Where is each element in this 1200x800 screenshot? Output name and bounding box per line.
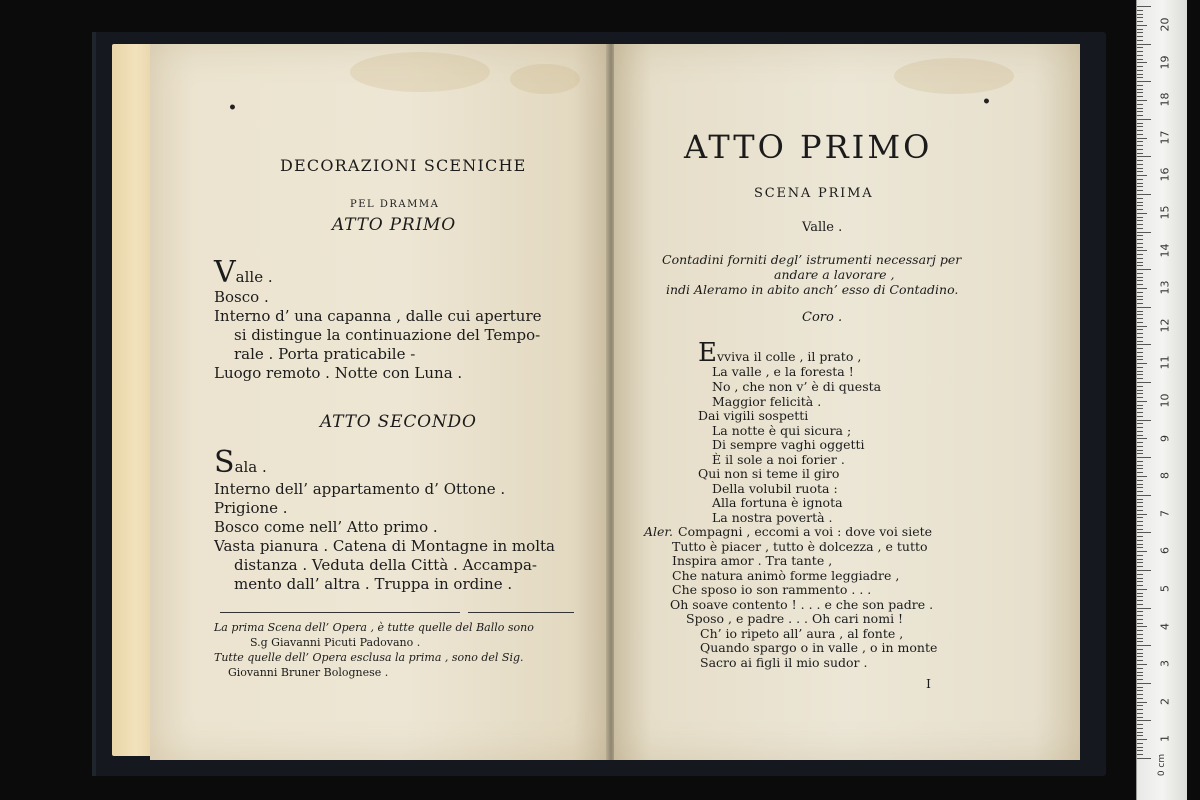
- ruler-tick: [1137, 149, 1143, 150]
- ruler-tick: [1137, 529, 1143, 530]
- speech-line: Che sposo io son rammento . . .: [672, 582, 872, 597]
- ruler-tick: [1137, 378, 1143, 379]
- ruler-tick: [1137, 720, 1151, 721]
- ruler-tick: [1137, 634, 1143, 635]
- ruler-tick: [1137, 194, 1151, 195]
- ruler-tick: [1137, 393, 1143, 394]
- ruler-tick: [1137, 623, 1143, 624]
- ruler-tick: [1137, 363, 1147, 364]
- ruler-tick: [1137, 675, 1143, 676]
- ruler-tick: [1137, 96, 1143, 97]
- ruler-tick: [1137, 649, 1143, 650]
- footnote-line: Giovanni Bruner Bolognese .: [228, 666, 389, 679]
- ruler-tick: [1137, 446, 1143, 447]
- ruler-tick: [1137, 713, 1143, 714]
- ruler-tick: [1137, 198, 1143, 199]
- ruler-tick: [1137, 672, 1143, 673]
- ruler-tick: [1137, 724, 1143, 725]
- ruler-tick: [1137, 728, 1143, 729]
- ruler-tick: [1137, 532, 1151, 533]
- ruler-tick: [1137, 123, 1143, 124]
- ruler-number: 17: [1158, 130, 1172, 145]
- ruler-tick: [1137, 29, 1143, 30]
- ruler-tick: [1137, 698, 1143, 699]
- ruler-tick: [1137, 213, 1147, 214]
- ruler-tick: [1137, 397, 1143, 398]
- footnote-rule: [220, 612, 460, 613]
- ruler-tick: [1137, 134, 1143, 135]
- ruler-tick: [1137, 638, 1143, 639]
- ruler-tick: [1137, 596, 1143, 597]
- ruler-tick: [1137, 235, 1143, 236]
- ruler-tick: [1137, 209, 1143, 210]
- ruler-number: 14: [1158, 243, 1172, 258]
- paper-stain: [510, 64, 580, 94]
- ruler-tick: [1137, 660, 1143, 661]
- drop-cap: V: [214, 255, 236, 290]
- ruler-tick: [1137, 604, 1143, 605]
- footnote-rule: [468, 612, 574, 613]
- ruler-tick: [1137, 100, 1147, 101]
- stage-direction: Contadini forniti degl’ istrumenti necessarj per: [662, 252, 962, 267]
- scene-title: SCENA PRIMA: [754, 186, 874, 201]
- verse-line: Dai vigili sospetti: [698, 408, 809, 423]
- ruler-tick: [1137, 416, 1143, 417]
- ruler-tick: [1137, 484, 1143, 485]
- ruler-tick: [1137, 164, 1143, 165]
- measuring-ruler: [1136, 0, 1187, 800]
- ruler-tick: [1137, 423, 1143, 424]
- verse-line: Della volubil ruota :: [712, 481, 838, 496]
- verse-line: È il sole a noi forier .: [712, 452, 845, 467]
- ruler-tick: [1137, 732, 1143, 733]
- stage-direction: andare a lavorare ,: [774, 267, 895, 282]
- act2-title: ATTO SECONDO: [320, 412, 477, 432]
- ruler-tick: [1137, 25, 1147, 26]
- ruler-tick: [1137, 717, 1143, 718]
- verse-line: La nostra povertà .: [712, 510, 833, 525]
- stage-direction: indi Aleramo in abito anch’ esso di Contadino.: [666, 282, 959, 297]
- ruler-tick: [1137, 247, 1143, 248]
- ruler-number: 18: [1158, 92, 1172, 107]
- ruler-tick: [1137, 619, 1143, 620]
- ruler-tick: [1137, 59, 1143, 60]
- ruler-tick: [1137, 630, 1143, 631]
- speech-line: Ch’ io ripeto all’ aura , al fonte ,: [700, 626, 904, 641]
- speech-line: Tutto è piacer , tutto è dolcezza , e tutto: [672, 539, 928, 554]
- ruler-tick: [1137, 179, 1143, 180]
- ruler-tick: [1137, 17, 1143, 18]
- ruler-tick: [1137, 611, 1143, 612]
- ruler-tick: [1137, 457, 1151, 458]
- ruler-tick: [1137, 14, 1143, 15]
- ruler-tick: [1137, 190, 1143, 191]
- ruler-number: 9: [1158, 434, 1172, 442]
- ruler-tick: [1137, 408, 1143, 409]
- ruler-tick: [1137, 243, 1143, 244]
- ruler-tick: [1137, 303, 1143, 304]
- ruler-tick: [1137, 570, 1151, 571]
- speech-line: Sacro ai figli il mio sudor .: [700, 655, 868, 670]
- ruler-tick: [1137, 62, 1147, 63]
- ruler-tick: [1137, 81, 1151, 82]
- ruler-tick: [1137, 747, 1143, 748]
- ruler-unit: 0 cm: [1157, 753, 1168, 777]
- act1-scene-list: [214, 255, 542, 383]
- ruler-tick: [1137, 664, 1147, 665]
- ruler-tick: [1137, 168, 1143, 169]
- speech-line: Sposo , e padre . . . Oh cari nomi !: [686, 611, 904, 626]
- ruler-tick: [1137, 74, 1143, 75]
- ruler-tick: [1137, 10, 1143, 11]
- ruler-tick: [1137, 750, 1143, 751]
- ruler-tick: [1137, 540, 1143, 541]
- ruler-tick: [1137, 288, 1147, 289]
- board-edge: [92, 32, 96, 776]
- ruler-tick: [1137, 626, 1147, 627]
- ruler-tick: [1137, 232, 1151, 233]
- ruler-tick: [1137, 525, 1143, 526]
- ruler-tick: [1137, 126, 1143, 127]
- scene-line: Vasta pianura . Catena di Montagne in molta: [214, 537, 555, 555]
- ruler-tick: [1137, 32, 1143, 33]
- ruler-tick: [1137, 265, 1143, 266]
- ruler-tick: [1137, 333, 1143, 334]
- ruler-tick: [1137, 405, 1143, 406]
- scene-line: si distingue la continuazione del Tempo-: [234, 326, 541, 344]
- speech-line: Quando spargo o in valle , o in monte: [700, 640, 938, 655]
- act-title: ATTO PRIMO: [684, 128, 933, 166]
- ruler-number: 12: [1158, 318, 1172, 333]
- ruler-tick: [1137, 277, 1143, 278]
- ruler-tick: [1137, 217, 1143, 218]
- ruler-tick: [1137, 514, 1147, 515]
- ruler-tick: [1137, 359, 1143, 360]
- ruler-tick: [1137, 476, 1147, 477]
- ruler-tick: [1137, 171, 1143, 172]
- ruler-tick: [1137, 431, 1143, 432]
- ruler-tick: [1137, 21, 1143, 22]
- ruler-tick: [1137, 44, 1151, 45]
- ruler-tick: [1137, 390, 1143, 391]
- ruler-number: 8: [1158, 472, 1172, 480]
- ruler-tick: [1137, 344, 1151, 345]
- ruler-tick: [1137, 104, 1143, 105]
- speech-line: Compagni , eccomi a voi : dove voi siete: [678, 524, 933, 539]
- ruler-tick: [1137, 186, 1143, 187]
- ruler-number: 6: [1158, 547, 1172, 555]
- page-heading: DECORAZIONI SCENICHE: [280, 156, 527, 175]
- ruler-tick: [1137, 356, 1143, 357]
- page-stack-edge: [112, 44, 152, 756]
- ruler-tick: [1137, 517, 1143, 518]
- ruler-number: 10: [1158, 393, 1172, 408]
- verse-line: Maggior felicità .: [712, 394, 822, 409]
- right-page: [614, 44, 1080, 760]
- ruler-tick: [1137, 138, 1147, 139]
- ruler-tick: [1137, 547, 1143, 548]
- ruler-tick: [1137, 427, 1143, 428]
- ruler-tick: [1137, 506, 1143, 507]
- ruler-tick: [1137, 641, 1143, 642]
- scene-line-1: Sala .: [214, 445, 267, 480]
- ruler-tick: [1137, 581, 1143, 582]
- drop-cap: S: [214, 445, 235, 480]
- ruler-number: 1: [1158, 735, 1172, 743]
- ruler-tick: [1137, 262, 1143, 263]
- chorus-label: Coro .: [802, 310, 843, 325]
- act2-scene-list: [214, 445, 555, 594]
- ruler-tick: [1137, 205, 1143, 206]
- ruler-tick: [1137, 578, 1143, 579]
- ruler-tick: [1137, 386, 1143, 387]
- ruler-tick: [1137, 311, 1143, 312]
- ruler-tick: [1137, 156, 1151, 157]
- ruler-tick: [1137, 47, 1143, 48]
- ruler-tick: [1137, 318, 1143, 319]
- ruler-tick: [1137, 758, 1151, 759]
- page-mark: •: [228, 100, 237, 116]
- ruler-number: 4: [1158, 622, 1172, 630]
- ruler-tick: [1137, 269, 1151, 270]
- ruler-tick: [1137, 284, 1143, 285]
- scene-line: rale . Porta praticabile -: [234, 345, 416, 363]
- ruler-tick: [1137, 480, 1143, 481]
- ruler-number: 19: [1158, 55, 1172, 70]
- ruler-tick: [1137, 679, 1143, 680]
- ruler-tick: [1137, 371, 1143, 372]
- ruler-tick: [1137, 461, 1143, 462]
- ruler-tick: [1137, 374, 1143, 375]
- ruler-tick: [1137, 702, 1147, 703]
- ruler-tick: [1137, 510, 1143, 511]
- ruler-tick: [1137, 337, 1143, 338]
- ruler-tick: [1137, 202, 1143, 203]
- ruler-number: 20: [1158, 17, 1172, 32]
- verse-line: Evviva il colle , il prato ,: [698, 338, 862, 368]
- ruler-tick: [1137, 273, 1143, 274]
- ruler-tick: [1137, 341, 1143, 342]
- ruler-tick: [1137, 585, 1143, 586]
- footnote-line: La prima Scena dell’ Opera , è tutte quelle del Ballo sono: [214, 621, 534, 634]
- ruler-tick: [1137, 367, 1143, 368]
- paper-stain: [894, 58, 1014, 94]
- ruler-tick: [1137, 250, 1147, 251]
- ruler-tick: [1137, 502, 1143, 503]
- scene-line: Interno d’ una capanna , dalle cui aperture: [214, 307, 542, 325]
- speech-line: Inspira amor . Tra tante ,: [672, 553, 833, 568]
- ruler-tick: [1137, 115, 1143, 116]
- verse-line: Qui non si teme il giro: [698, 466, 840, 481]
- ruler-tick: [1137, 450, 1143, 451]
- scene-line: Bosco .: [214, 288, 269, 306]
- ruler-number: 3: [1158, 660, 1172, 668]
- scene-line-1: Valle .: [214, 255, 273, 290]
- ruler-tick: [1137, 559, 1143, 560]
- ruler-tick: [1137, 645, 1151, 646]
- ruler-tick: [1137, 687, 1143, 688]
- ruler-tick: [1137, 160, 1143, 161]
- verse-line: Di sempre vaghi oggetti: [712, 437, 865, 452]
- scene-line: Interno dell’ appartamento d’ Ottone .: [214, 480, 506, 498]
- scene-place: Valle .: [802, 220, 843, 235]
- page-mark: •: [982, 94, 991, 110]
- ruler-tick: [1137, 593, 1143, 594]
- ruler-tick: [1137, 465, 1143, 466]
- ruler-tick: [1137, 299, 1143, 300]
- verse-line: No , che non v’ è di questa: [712, 379, 882, 394]
- ruler-number: 15: [1158, 205, 1172, 220]
- ruler-number: 13: [1158, 280, 1172, 295]
- ruler-tick: [1137, 668, 1143, 669]
- scene-line: mento dall’ altra . Truppa in ordine .: [234, 575, 513, 593]
- ruler-tick: [1137, 615, 1143, 616]
- ruler-tick: [1137, 551, 1147, 552]
- scene-line: distanza . Veduta della Città . Accampa-: [234, 556, 537, 574]
- ruler-tick: [1137, 228, 1143, 229]
- ruler-tick: [1137, 743, 1143, 744]
- ruler-tick: [1137, 412, 1143, 413]
- ruler-tick: [1137, 656, 1143, 657]
- ruler-tick: [1137, 566, 1143, 567]
- ruler-tick: [1137, 653, 1143, 654]
- ruler-tick: [1137, 322, 1143, 323]
- drop-cap: E: [698, 338, 717, 368]
- ruler-tick: [1137, 683, 1151, 684]
- ruler-tick: [1137, 491, 1143, 492]
- ruler-tick: [1137, 401, 1147, 402]
- ruler-tick: [1137, 348, 1143, 349]
- ruler-tick: [1137, 694, 1143, 695]
- ruler-tick: [1137, 153, 1143, 154]
- ruler-tick: [1137, 468, 1143, 469]
- ruler-tick: [1137, 435, 1143, 436]
- ruler-tick: [1137, 314, 1143, 315]
- ruler-tick: [1137, 495, 1151, 496]
- ruler-tick: [1137, 438, 1147, 439]
- ruler-tick: [1137, 254, 1143, 255]
- ruler-tick: [1137, 280, 1143, 281]
- verse-line: Alla fortuna è ignota: [712, 495, 843, 510]
- ruler-tick: [1137, 55, 1143, 56]
- ruler-tick: [1137, 382, 1151, 383]
- ruler-tick: [1137, 754, 1143, 755]
- ruler-tick: [1137, 352, 1143, 353]
- ruler-tick: [1137, 608, 1151, 609]
- ruler-tick: [1137, 40, 1143, 41]
- ruler-tick: [1137, 239, 1143, 240]
- ruler-number: 11: [1158, 355, 1172, 370]
- ruler-tick: [1137, 108, 1143, 109]
- ruler-tick: [1137, 111, 1143, 112]
- ruler-number: 2: [1158, 697, 1172, 705]
- speech-line: Che natura animò forme leggiadre ,: [672, 568, 900, 583]
- ruler-tick: [1137, 307, 1151, 308]
- ruler-tick: [1137, 574, 1143, 575]
- ruler-tick: [1137, 589, 1147, 590]
- ruler-tick: [1137, 220, 1143, 221]
- ruler-tick: [1137, 521, 1143, 522]
- ruler-number: 16: [1158, 167, 1172, 182]
- ruler-tick: [1137, 119, 1151, 120]
- ruler-tick: [1137, 258, 1143, 259]
- ruler-tick: [1137, 89, 1143, 90]
- footnote-line: Tutte quelle dell’ Opera esclusa la prima , sono del Sig.: [214, 651, 524, 664]
- ruler-tick: [1137, 442, 1143, 443]
- act1-title: ATTO PRIMO: [332, 215, 456, 235]
- scene-line: Luogo remoto . Notte con Luna .: [214, 364, 463, 382]
- scene-line: Bosco come nell’ Atto primo .: [214, 518, 438, 536]
- scene-line: Prigione .: [214, 499, 288, 517]
- ruler-number: 5: [1158, 585, 1172, 592]
- ruler-tick: [1137, 92, 1143, 93]
- ruler-number: 7: [1158, 509, 1172, 517]
- ruler-tick: [1137, 709, 1143, 710]
- signature-mark: I: [926, 676, 931, 691]
- ruler-tick: [1137, 329, 1143, 330]
- ruler-tick: [1137, 145, 1143, 146]
- verse-line: La notte è qui sicura ;: [712, 423, 852, 438]
- verse-line: La valle , e la foresta !: [712, 364, 854, 379]
- page-subheading: PEL DRAMMA: [350, 199, 440, 210]
- ruler-tick: [1137, 735, 1143, 736]
- ruler-tick: [1137, 296, 1143, 297]
- speaker-name: Aler.: [644, 524, 673, 539]
- ruler-tick: [1137, 536, 1143, 537]
- ruler-tick: [1137, 555, 1143, 556]
- ruler-tick: [1137, 600, 1143, 601]
- ruler-tick: [1137, 705, 1143, 706]
- ruler-tick: [1137, 544, 1143, 545]
- ruler-tick: [1137, 70, 1143, 71]
- footnote-line: S.g Giavanni Picuti Padovano .: [250, 636, 421, 649]
- ruler-tick: [1137, 453, 1143, 454]
- ruler-tick: [1137, 130, 1143, 131]
- ruler-tick: [1137, 690, 1143, 691]
- ruler-tick: [1137, 36, 1143, 37]
- ruler-tick: [1137, 183, 1143, 184]
- left-page: [150, 44, 610, 760]
- ruler-tick: [1137, 472, 1143, 473]
- ruler-tick: [1137, 66, 1143, 67]
- paper-stain: [350, 52, 490, 92]
- ruler-tick: [1137, 141, 1143, 142]
- ruler-tick: [1137, 326, 1147, 327]
- ruler-tick: [1137, 292, 1143, 293]
- ruler-tick: [1137, 85, 1143, 86]
- ruler-tick: [1137, 51, 1143, 52]
- ruler-tick: [1137, 562, 1143, 563]
- ruler-tick: [1137, 6, 1151, 7]
- ruler-tick: [1137, 175, 1147, 176]
- ruler-tick: [1137, 420, 1151, 421]
- ruler-tick: [1137, 77, 1143, 78]
- ruler-tick: [1137, 499, 1143, 500]
- ruler-tick: [1137, 487, 1143, 488]
- speech-line: Oh soave contento ! . . . e che son padre .: [670, 597, 934, 612]
- ruler-tick: [1137, 224, 1143, 225]
- ruler-tick: [1137, 739, 1147, 740]
